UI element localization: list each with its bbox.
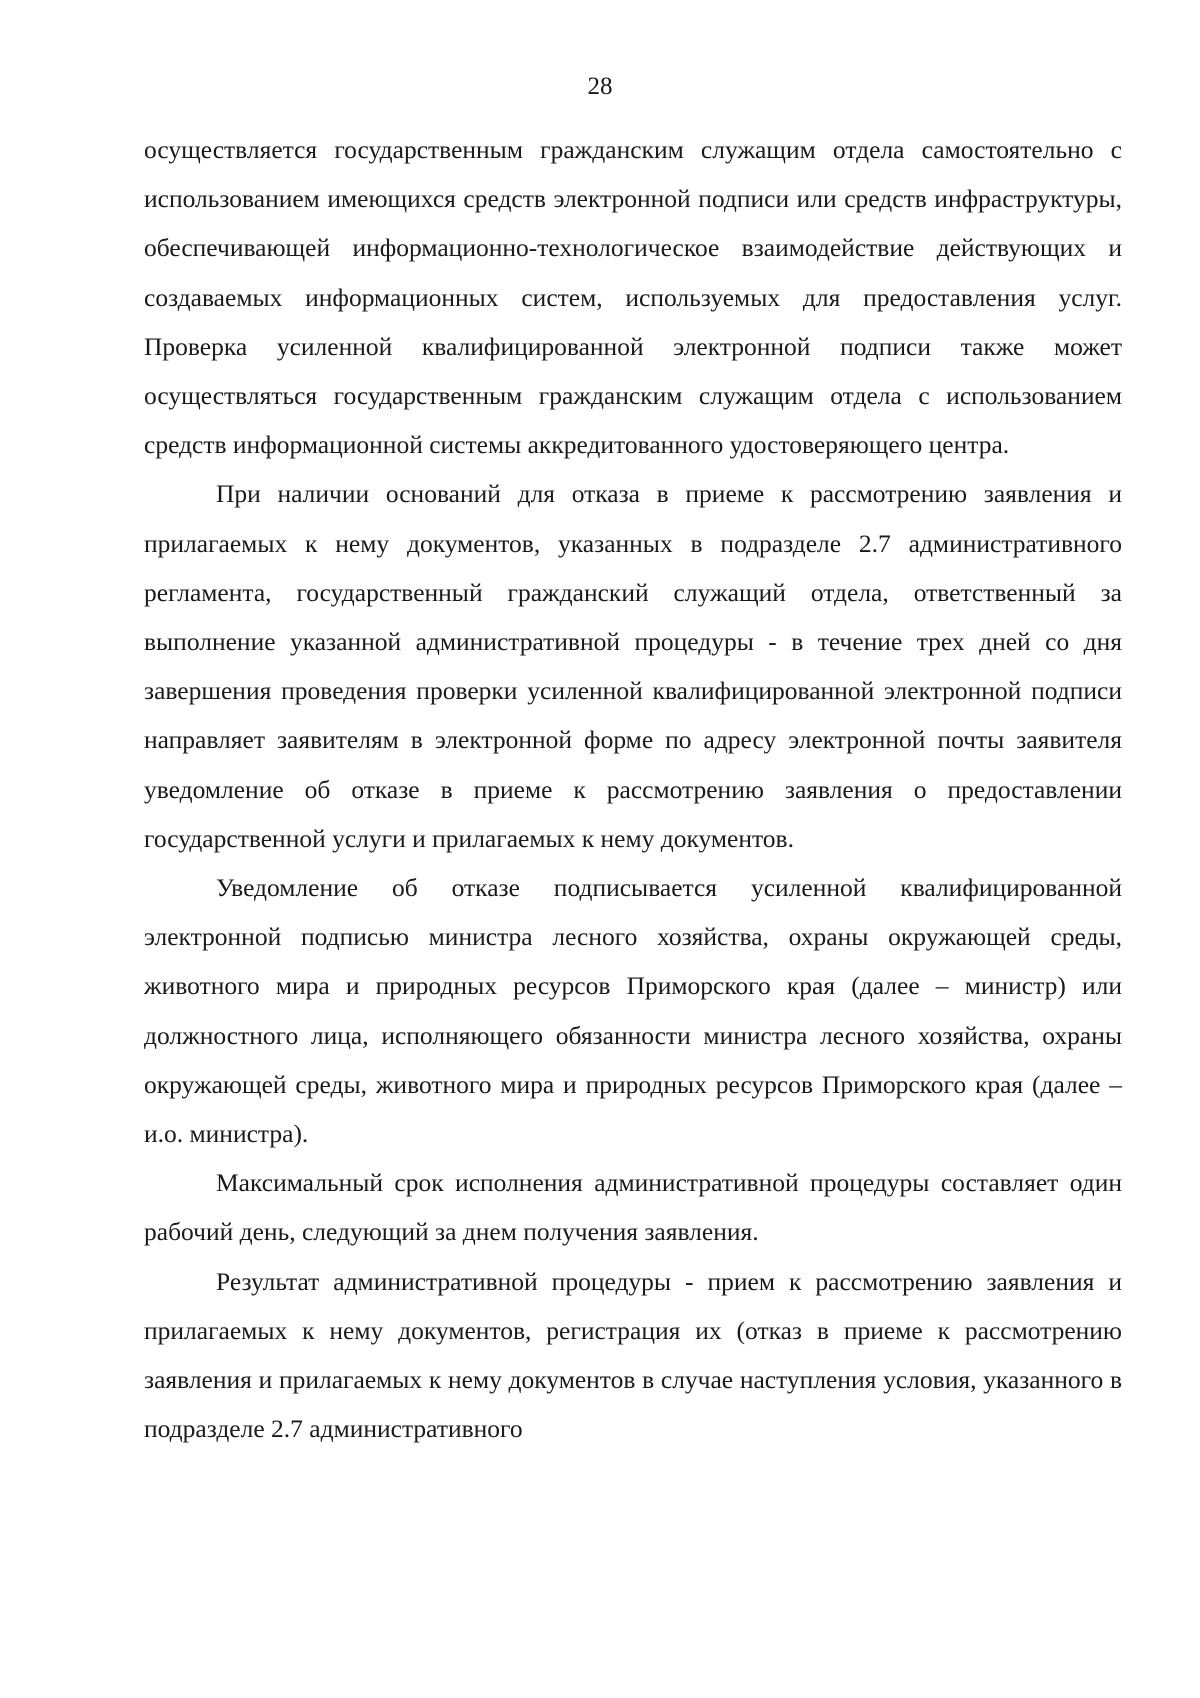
paragraph-refusal-signature: Уведомление об отказе подписывается усиленной квалифицированной электронной подписью министра лесного хозяйства, охраны окружающей среды, животного мира и природных ресурсов Приморского края (далее – министр) или должностного лица, исполняющего обязанности министра лесного хозяйства, охраны окружающей среды, животного мира и природных ресурсов Приморского края (далее – и.о. министра).: [144, 873, 1122, 1149]
paragraph-refusal-grounds: При наличии оснований для отказа в приеме к рассмотрению заявления и прилагаемых к нему документов, указанных в подразделе 2.7 административного регламента, государственный гражданский служащий отдела, ответственный за выполнение указанной административной процедуры - в течение трех дней со дня завершения проведения проверки усиленной квалифицированной электронной подписи направляет заявителям в электронной форме по адресу электронной почты заявителя уведомление об отказе в приеме к рассмотрению заявления о предоставлении государственной услуги и прилагаемых к нему документов.: [144, 479, 1122, 853]
paragraph-max-term: Максимальный срок исполнения административной процедуры составляет один рабочий день, следующий за днем получения заявления.: [144, 1168, 1122, 1247]
page-number: 28: [587, 73, 613, 100]
document-body: [144, 125, 1122, 1453]
paragraph-continuation: осуществляется государственным гражданским служащим отдела самостоятельно с использованием имеющихся средств электронной подписи или средств инфраструктуры, обеспечивающей информационно-технологическое взаимодействие действующих и создаваемых информационных систем, используемых для предоставления услуг. Проверка усиленной квалифицированной электронной подписи также может осуществляться государственным гражданским служащим отдела с использованием средств информационной системы аккредитованного удостоверяющего центра.: [144, 135, 1122, 460]
paragraph-result: Результат административной процедуры - прием к рассмотрению заявления и прилагаемых к нему документов, регистрация их (отказ в приеме к рассмотрению заявления и прилагаемых к нему документов в случае наступления условия, указанного в подразделе 2.7 административного: [144, 1266, 1122, 1444]
